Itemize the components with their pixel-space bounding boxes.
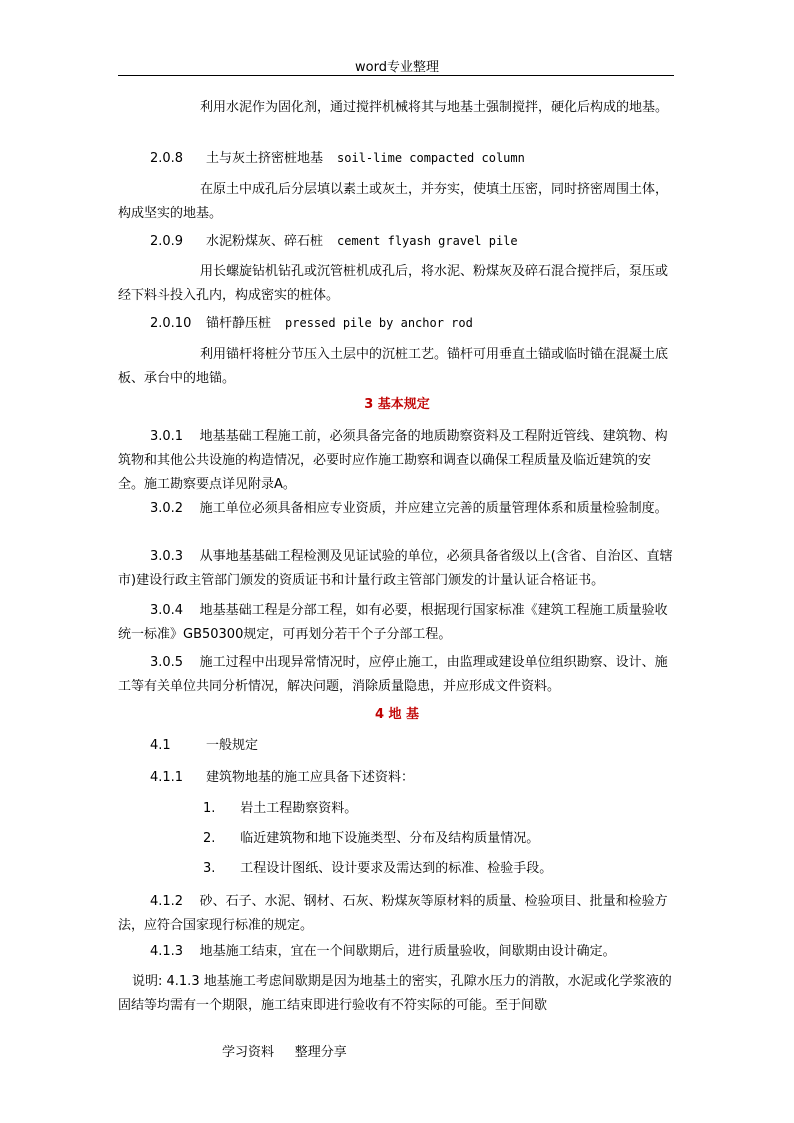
- section-number: 2.0.8: [150, 151, 184, 166]
- section-title-en: pressed pile by anchor rod: [285, 316, 473, 330]
- chapter-3-heading: 3 基本规定: [364, 397, 430, 412]
- section-2-0-10-heading: [150, 311, 473, 336]
- list-item: 2. 临近建筑物和地下设施类型、分布及结构质量情况。: [203, 831, 540, 846]
- header-rule: [118, 75, 674, 76]
- explanatory-note: 说明: 4.1.3 地基施工考虑间歇期是因为地基土的密实，孔隙水压力的消散，水泥或化学浆液的固结等均需有一个期限，施工结束即进行验收有不符实际的可能。至于间歇: [118, 974, 672, 1013]
- section-4-1-heading: 4.1 一般规定: [150, 738, 259, 753]
- clause-4-1-3: 4.1.3 地基施工结束，宜在一个间歇期后，进行质量验收，间歇期由设计确定。: [150, 944, 616, 959]
- section-2-0-9-heading: [150, 229, 518, 254]
- clause-3-0-2: 3.0.2 施工单位必须具备相应专业资质，并应建立完善的质量管理体系和质量检验制度。: [150, 501, 668, 516]
- section-title-cn: 土与灰土挤密桩地基: [206, 151, 324, 166]
- section-2-0-10-body: 利用锚杆将桩分节压入土层中的沉桩工艺。锚杆可用垂直土锚或临时锚在混凝土底板、承台中的地锚。: [118, 347, 669, 386]
- list-item: 1. 岩土工程勘察资料。: [203, 801, 358, 816]
- chapter-4-heading: 4 地 基: [374, 707, 420, 722]
- clause-3-0-3: 3.0.3 从事地基基础工程检测及见证试验的单位，必须具备省级以上(含省、自治区、直辖市)建设行政主管部门颁发的资质证书和计量行政主管部门颁发的计量认证合格证书。: [118, 549, 673, 588]
- section-number: 2.0.10: [150, 316, 192, 331]
- clause-3-0-1: 3.0.1 地基基础工程施工前，必须具备完备的地质勘察资料及工程附近管线、建筑物、构筑物和其他公共设施的构造情况，必要时应作施工勘察和调查以确保工程质量及临近建筑的安全。施工勘察要点详见附录A。: [118, 429, 668, 492]
- section-title-cn: 锚杆静压桩: [206, 316, 272, 331]
- section-2-0-9-body: 用长螺旋钻机钻孔或沉管桩机成孔后，将水泥、粉煤灰及碎石混合搅拌后，泵压或经下料斗投入孔内，构成密实的桩体。: [118, 264, 669, 303]
- page-header: word专业整理: [355, 60, 439, 75]
- clause-3-0-5: 3.0.5 施工过程中出现异常情况时，应停止施工，由监理或建设单位组织勘察、设计、施工等有关单位共同分析情况，解决问题，消除质量隐患，并应形成文件资料。: [118, 655, 668, 694]
- section-2-0-8-body: 在原土中成孔后分层填以素土或灰土，并夯实，使填土压密，同时挤密周围土体，构成坚实的地基。: [118, 182, 669, 221]
- section-4-1-1-heading: 4.1.1 建筑物地基的施工应具备下述资料：: [150, 770, 415, 785]
- section-title-en: cement flyash gravel pile: [337, 234, 518, 248]
- section-number: 2.0.9: [150, 234, 184, 249]
- section-title-en: soil-lime compacted column: [337, 151, 525, 165]
- section-title-cn: 水泥粉煤灰、碎石桩: [206, 234, 324, 249]
- clause-4-1-2: 4.1.2 砂、石子、水泥、钢材、石灰、粉煤灰等原材料的质量、检验项目、批量和检验方法，应符合国家现行标准的规定。: [118, 894, 668, 933]
- section-2-0-8-heading: [150, 146, 525, 171]
- clause-3-0-4: 3.0.4 地基基础工程是分部工程，如有必要，根据现行国家标准《建筑工程施工质量验收统一标准》GB50300规定，可再划分若干个子分部工程。: [118, 603, 668, 642]
- page-footer: 学习资料 整理分享: [222, 1045, 347, 1060]
- intro-paragraph: 利用水泥作为固化剂，通过搅拌机械将其与地基土强制搅拌，硬化后构成的地基。: [200, 100, 669, 115]
- list-item: 3. 工程设计图纸、设计要求及需达到的标准、检验手段。: [203, 861, 553, 876]
